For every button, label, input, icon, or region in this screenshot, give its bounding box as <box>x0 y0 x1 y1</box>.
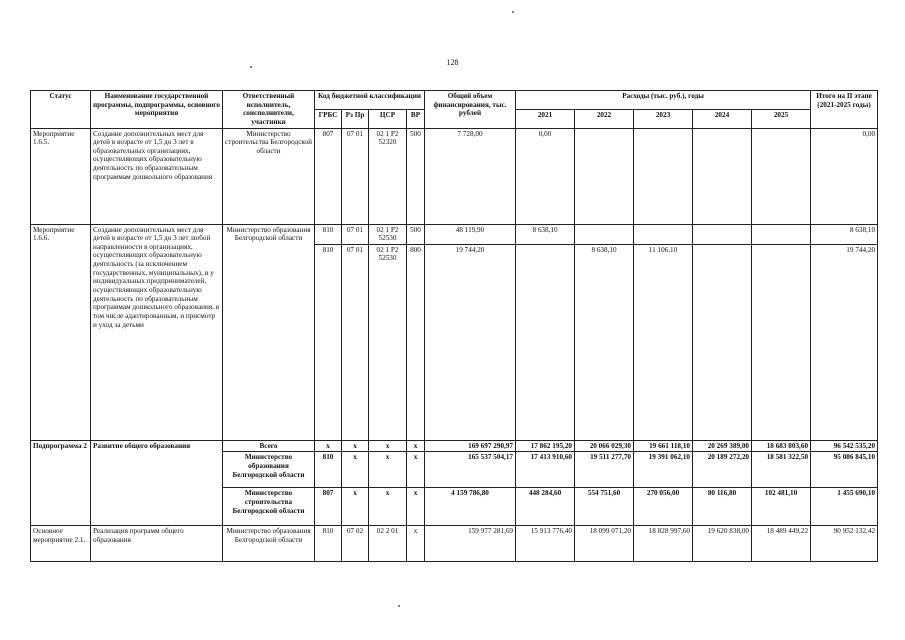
row-csr: 02 1 Р2 52320 <box>369 128 407 224</box>
row-vr: 500 <box>407 224 425 244</box>
row-stage-total: 95 086 845,10 <box>811 452 878 488</box>
col-2021-header: 2021 <box>516 109 575 128</box>
header-row-1 <box>31 91 878 110</box>
row-2025 <box>752 224 811 244</box>
row-2025 <box>752 244 811 440</box>
row-grbs: 810 <box>315 526 342 562</box>
row-status: Мероприятие 1.6.6. <box>31 224 91 440</box>
row-2021: 17 862 195,20 <box>516 440 575 452</box>
row-2022: 18 099 071,20 <box>575 526 634 562</box>
row-total: 159 977 281,69 <box>425 526 516 562</box>
row-status: Мероприятие 1.6.5. <box>31 128 91 224</box>
row-2022 <box>575 128 634 224</box>
row-2024: 20 189 272,20 <box>693 452 752 488</box>
row-status: Подпрограмма 2 <box>31 440 91 526</box>
row-vr: x <box>407 452 425 488</box>
row-total: 169 697 290,97 <box>425 440 516 452</box>
col-rzpr-header: Рз Пр <box>342 109 369 128</box>
page-number: 128 <box>446 58 459 67</box>
row-2025: 18 683 803,60 <box>752 440 811 452</box>
row-stage-total: 0,00 <box>811 128 878 224</box>
row-2022: 20 066 029,30 <box>575 440 634 452</box>
row-vr: x <box>407 488 425 526</box>
row-rzpr: 07 01 <box>342 128 369 224</box>
row-stage-total: 1 455 690,10 <box>811 488 878 526</box>
col-csr-header: ЦСР <box>369 109 407 128</box>
row-total: 19 744,20 <box>425 244 516 440</box>
row-grbs: x <box>315 440 342 452</box>
table-row <box>31 526 878 562</box>
row-stage-total: 96 542 535,20 <box>811 440 878 452</box>
row-2024 <box>693 224 752 244</box>
row-rzpr: 07 02 <box>342 526 369 562</box>
row-grbs: 810 <box>315 452 342 488</box>
row-grbs: 810 <box>315 224 342 244</box>
row-2022: 8 638,10 <box>575 244 634 440</box>
row-2024 <box>693 128 752 224</box>
row-csr: 02 1 Р2 52530 <box>369 244 407 440</box>
row-2023: 11 106,10 <box>634 244 693 440</box>
row-2021: 15 913 776,40 <box>516 526 575 562</box>
row-vr: 800 <box>407 244 425 440</box>
row-2023: 19 391 062,10 <box>634 452 693 488</box>
row-2021: 448 284,60 <box>516 488 575 526</box>
row-csr: 02 2 01 <box>369 526 407 562</box>
row-name: Реализация программ общего образования <box>91 526 223 562</box>
row-grbs: 807 <box>315 488 342 526</box>
row-2025: 18 581 322,50 <box>752 452 811 488</box>
col-budget-code-header: Код бюджетной классификации <box>315 91 425 110</box>
row-csr: x <box>369 452 407 488</box>
row-executor: Министерство строительства Белгородской области <box>223 488 315 526</box>
scan-speck <box>398 605 400 607</box>
row-executor: Министерство образования Белгородской области <box>223 452 315 488</box>
row-csr: x <box>369 440 407 452</box>
col-2025-header: 2025 <box>752 109 811 128</box>
row-2024 <box>693 244 752 440</box>
row-status: Основное мероприятие 2.1. <box>31 526 91 562</box>
row-2022: 19 511 277,70 <box>575 452 634 488</box>
row-vr: 500 <box>407 128 425 224</box>
row-name: Развитие общего образования <box>91 440 223 526</box>
row-2024: 19 620 838,00 <box>693 526 752 562</box>
col-executor-header: Ответственный исполнитель, соисполнители, участники <box>223 91 315 129</box>
row-rzpr: x <box>342 488 369 526</box>
row-rzpr: 07 01 <box>342 224 369 244</box>
row-total: 4 159 786,80 <box>425 488 516 526</box>
row-2023 <box>634 224 693 244</box>
row-2024: 20 269 389,00 <box>693 440 752 452</box>
row-total: 48 119,90 <box>425 224 516 244</box>
row-2025: 102 481,10 <box>752 488 811 526</box>
col-stage-total-header: Итого на II этапе (2021-2025 годы) <box>811 91 878 129</box>
row-vr: x <box>407 440 425 452</box>
row-executor: Всего <box>223 440 315 452</box>
col-expenses-header: Расходы (тыс. руб.), годы <box>516 91 811 110</box>
row-vr: x <box>407 526 425 562</box>
row-stage-total: 19 744,20 <box>811 244 878 440</box>
table-row <box>31 440 878 452</box>
row-2022: 554 751,60 <box>575 488 634 526</box>
row-2023 <box>634 128 693 224</box>
table-row <box>31 128 878 224</box>
scan-speck <box>512 11 514 13</box>
col-vr-header: ВР <box>407 109 425 128</box>
col-total-header: Общий объем финансирования, тыс. рублей <box>425 91 516 129</box>
row-rzpr: 07 01 <box>342 244 369 440</box>
row-csr: 02 1 Р2 52530 <box>369 224 407 244</box>
col-grbs-header: ГРБС <box>315 109 342 128</box>
row-rzpr: x <box>342 440 369 452</box>
row-2023: 19 661 118,10 <box>634 440 693 452</box>
budget-table <box>30 90 878 562</box>
row-2024: 80 116,80 <box>693 488 752 526</box>
scan-speck <box>250 66 252 68</box>
col-name-header: Наименование государственной программы, подпрограммы, основного мероприятия <box>91 91 223 129</box>
row-2021: 8 638,10 <box>516 224 575 244</box>
row-stage-total: 90 952 132,42 <box>811 526 878 562</box>
col-2022-header: 2022 <box>575 109 634 128</box>
row-grbs: 807 <box>315 128 342 224</box>
table-row <box>31 224 878 244</box>
row-2023: 18 828 997,60 <box>634 526 693 562</box>
row-total: 165 537 504,17 <box>425 452 516 488</box>
row-2021: 17 413 910,60 <box>516 452 575 488</box>
row-rzpr: x <box>342 452 369 488</box>
row-grbs: 810 <box>315 244 342 440</box>
row-2022 <box>575 224 634 244</box>
row-2025 <box>752 128 811 224</box>
row-name: Создание дополнительных мест для детей в возрасте от 1,5 до 3 лет любой направленности в организациях, осуществляющих образовательную деятельность (за исключением государственных, муниципальных), и у индивидуальных предпринимателей, осуществляющих образовательную деятельность по образовательным программам дошкольного образования, в том числе адаптированным, и присмотр и уход за детьми <box>91 224 223 440</box>
row-2023: 270 056,00 <box>634 488 693 526</box>
row-2025: 18 489 449,22 <box>752 526 811 562</box>
col-2024-header: 2024 <box>693 109 752 128</box>
row-2021: 0,00 <box>516 128 575 224</box>
row-name: Создание дополнительных мест для детей в возрасте от 1,5 до 3 лет в образовательных организациях, осуществляющих образовательную деятельность по образовательным программам дошкольного образования <box>91 128 223 224</box>
row-csr: x <box>369 488 407 526</box>
col-status-header: Статус <box>31 91 91 129</box>
row-executor: Министерство образования Белгородской области <box>223 526 315 562</box>
row-executor: Министерство образования Белгородской области <box>223 224 315 440</box>
row-2021 <box>516 244 575 440</box>
row-executor: Министерство строительства Белгородской области <box>223 128 315 224</box>
row-total: 7 728,00 <box>425 128 516 224</box>
col-2023-header: 2023 <box>634 109 693 128</box>
row-stage-total: 8 638,10 <box>811 224 878 244</box>
